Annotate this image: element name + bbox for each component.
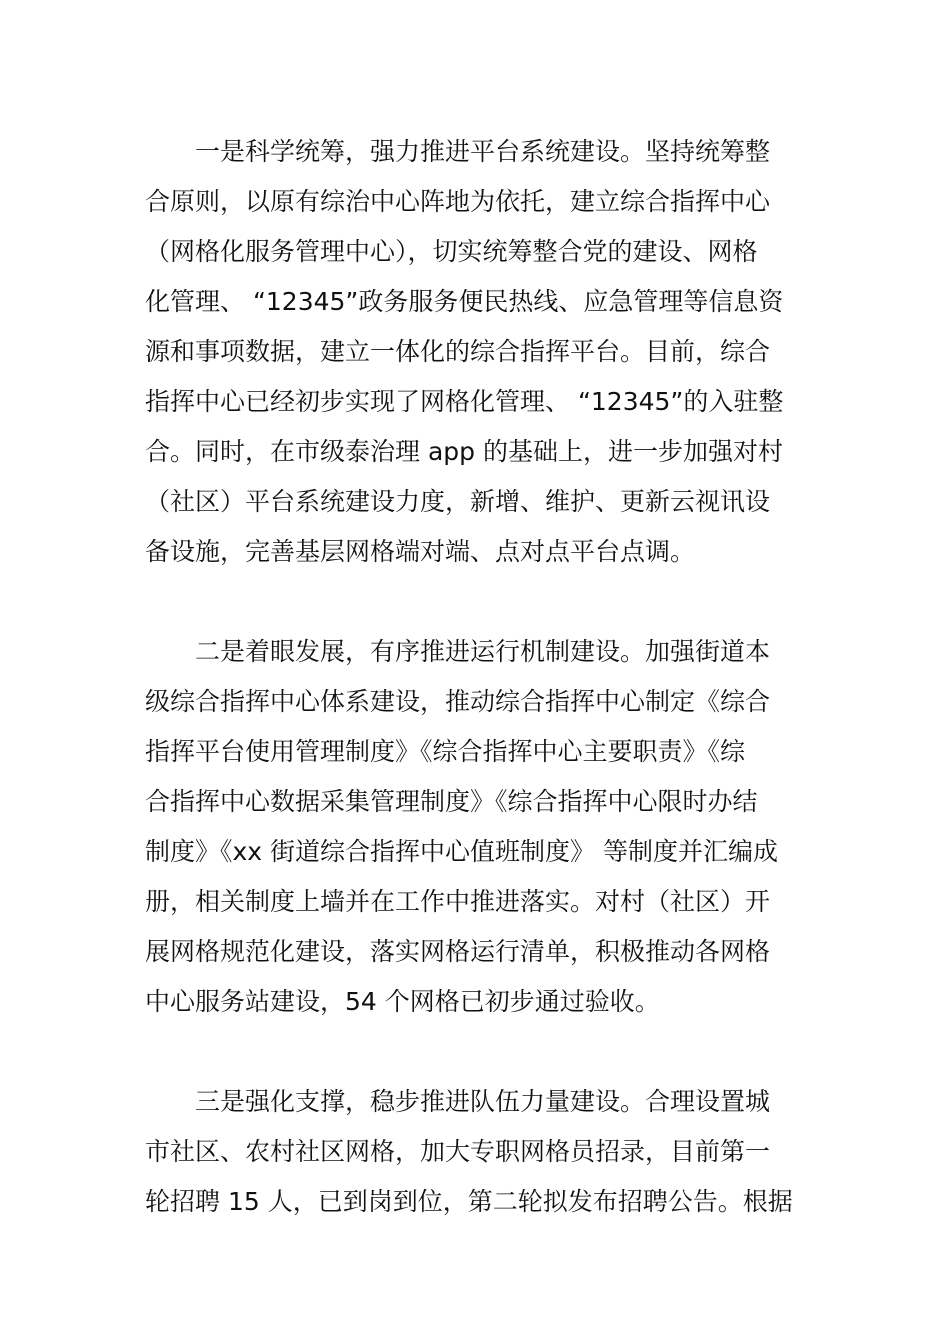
text-line: 备设施，完善基层网格端对端、点对点平台点调。 (145, 537, 696, 566)
text-line: 中心服务站建设，54 个网格已初步通过验收。 (145, 987, 660, 1016)
text-line: 市社区、农村社区网格，加大专职网格员招录，目前第一 (145, 1137, 771, 1166)
text-line: 轮招聘 15 人，已到岗到位，第二轮拟发布招聘公告。根据 (145, 1187, 793, 1216)
text-line: 三是强化支撑，稳步推进队伍力量建设。合理设置城 (145, 1087, 771, 1116)
text-line: 合指挥中心数据采集管理制度》《综合指挥中心限时办结 (145, 787, 758, 816)
text-line: （网格化服务管理中心），切实统筹整合党的建设、网格 (145, 237, 758, 266)
text-line: 合原则，以原有综治中心阵地为依托，建立综合指挥中心 (145, 187, 771, 216)
document-body (145, 127, 805, 1277)
text-line: 册，相关制度上墙并在工作中推进落实。对村（社区）开 (145, 887, 771, 916)
text-line: 展网格规范化建设，落实网格运行清单，积极推动各网格 (145, 937, 771, 966)
paragraph-2 (145, 627, 805, 1027)
text-line: 合。同时，在市级泰治理 app 的基础上，进一步加强对村 (145, 437, 783, 466)
text-line: 二是着眼发展，有序推进运行机制建设。加强街道本 (145, 637, 771, 666)
text-line: 制度》《xx 街道综合指挥中心值班制度》 等制度并汇编成 (145, 837, 778, 866)
text-line: 一是科学统筹，强力推进平台系统建设。坚持统筹整 (145, 137, 771, 166)
paragraph-1 (145, 127, 805, 577)
text-line: 化管理、 “12345”政务服务便民热线、应急管理等信息资 (145, 287, 784, 316)
text-line: 指挥平台使用管理制度》《综合指挥中心主要职责》《综 (145, 737, 746, 766)
text-line: 指挥中心已经初步实现了网格化管理、 “12345”的入驻整 (145, 387, 784, 416)
text-line: 级综合指挥中心体系建设，推动综合指挥中心制定《综合 (145, 687, 771, 716)
text-line: 源和事项数据，建立一体化的综合指挥平台。目前，综合 (145, 337, 771, 366)
paragraph-3 (145, 1077, 805, 1227)
text-line: （社区）平台系统建设力度，新增、维护、更新云视讯设 (145, 487, 771, 516)
